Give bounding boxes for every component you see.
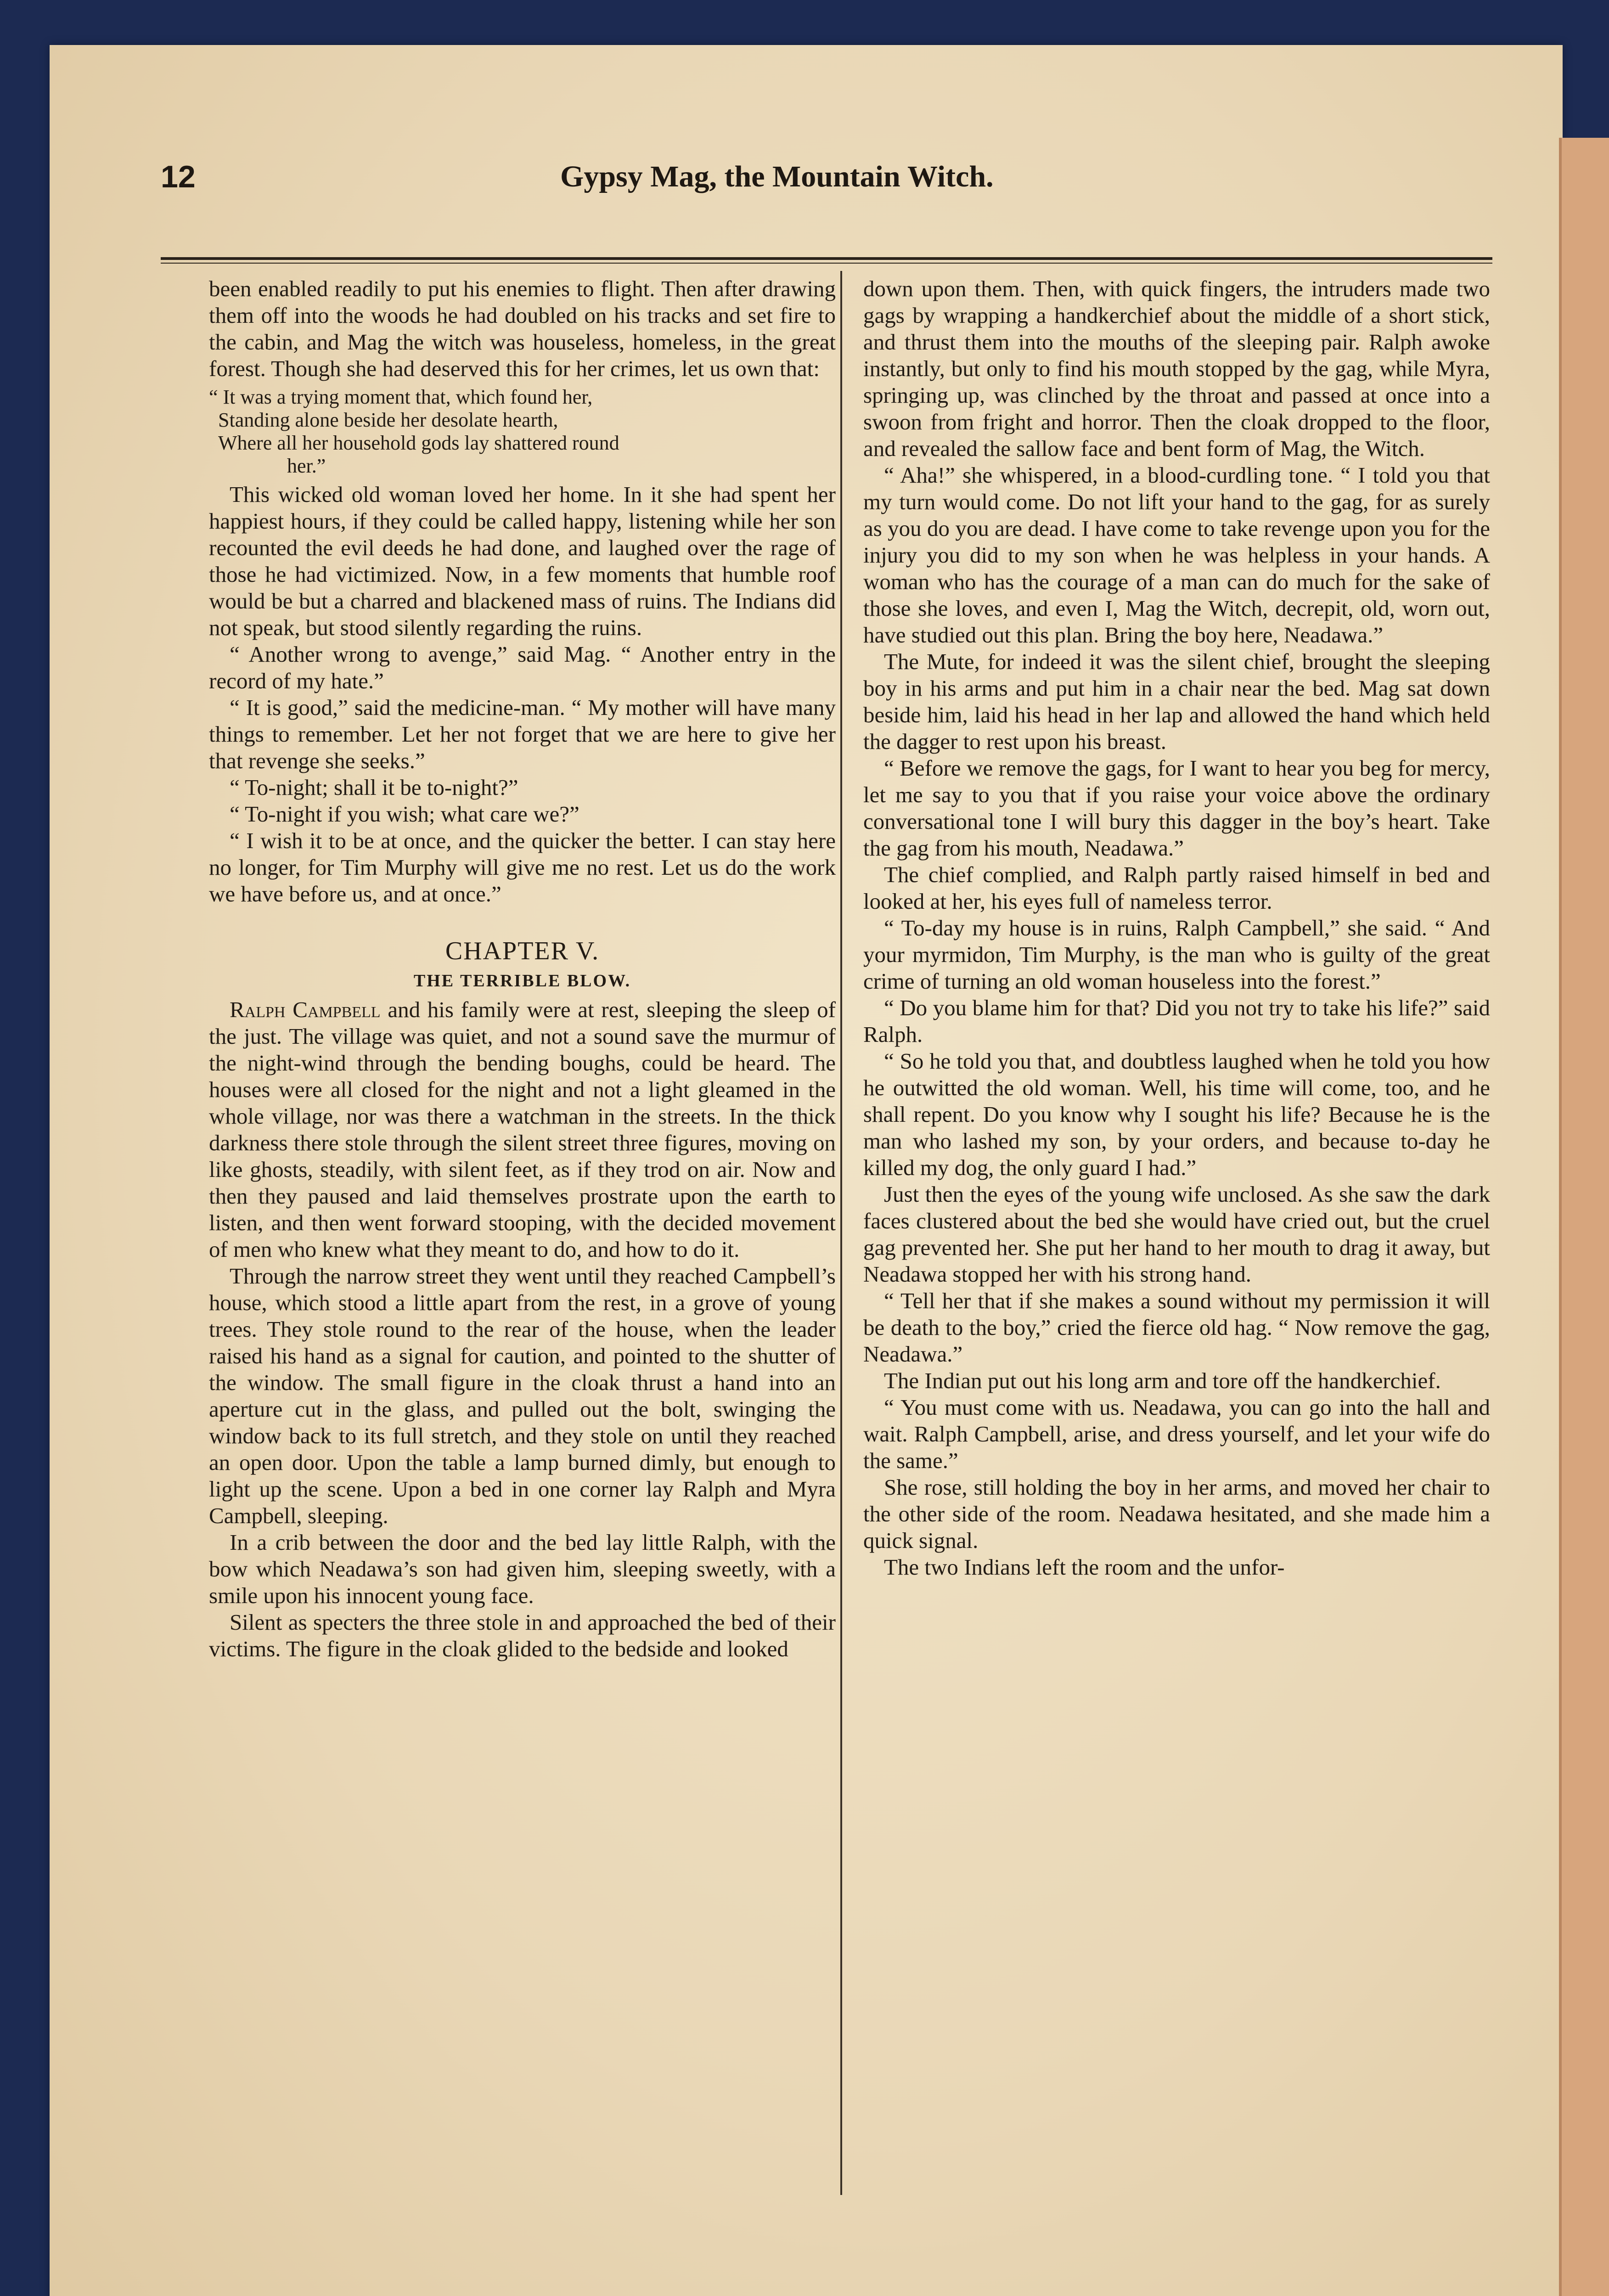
- paragraph: “ You must come with us. Neadawa, you can go into the hall and wait. Ralph Campbell, arise, and dress yourself, and let your wife do the same.”: [863, 1395, 1490, 1473]
- paragraph: been enabled readily to put his enemies to flight. Then after drawing them off into the woods he had doubled on his tracks and set fire to the cabin, and Mag the witch was houseless, homeless, in the great forest. Though she had deserved this for her crimes, let us own that:: [209, 276, 836, 381]
- paragraph: down upon them. Then, with quick fingers, the intruders made two gags by wrapping a handkerchief about the middle of a short stick, and thrust them into the mouths of the sleeping pair. Ralph awoke instantly, but only to find his mouth stopped by the gag, while Myra, springing up, was clinched by the throat and passed at once into a swoon from fright and horror. Then the cloak dropped to the floor, and revealed the sallow face and bent form of Mag, the Witch.: [863, 276, 1490, 461]
- paragraph: “ To-day my house is in ruins, Ralph Campbell,” she said. “ And your myrmidon, Tim Murphy, is the man who is guilty of the great crime of turning an old woman houseless into the forest.”: [863, 915, 1490, 994]
- right-column: [863, 276, 1490, 2190]
- verse-quote: [209, 386, 836, 478]
- paragraph: In a crib between the door and the bed lay little Ralph, with the bow which Neadawa’s son had given him, sleeping sweetly, with a smile upon his innocent young face.: [209, 1530, 836, 1608]
- paragraph: The chief complied, and Ralph partly raised himself in bed and looked at her, his eyes full of nameless terror.: [863, 862, 1490, 914]
- paragraph: The Indian put out his long arm and tore off the handkerchief.: [884, 1368, 1441, 1393]
- next-page-edge: [1559, 138, 1609, 2296]
- running-title: Gypsy Mag, the Mountain Witch.: [560, 160, 994, 193]
- paragraph: The Mute, for indeed it was the silent chief, brought the sleeping boy in his arms and put him in a chair near the bed. Mag sat down beside him, laid his head in her lap and allowed the hand which held the dagger to rest upon his breast.: [863, 649, 1490, 754]
- paragraph: “ Before we remove the gags, for I want to hear you beg for mercy, let me say to you that if you raise your voice above the ordinary conversational tone I will bury this dagger in the boy’s heart. Take the gag from his mouth, Neadawa.”: [863, 755, 1490, 861]
- paragraph: “ Another wrong to avenge,” said Mag. “ Another entry in the record of my hate.”: [209, 642, 836, 693]
- paragraph: Silent as specters the three stole in and approached the bed of their victims. The figure in the cloak glided to the bedside and looked: [209, 1609, 836, 1661]
- paragraph: “ To-night if you wish; what care we?”: [230, 801, 579, 827]
- header-rule: [161, 257, 1492, 260]
- paragraph: “ I wish it to be at once, and the quicker the better. I can stay here no longer, for Tim Murphy will give me no rest. Let us do the work we have before us, and at once.”: [209, 828, 836, 906]
- lead-name: Ralph Campbell: [230, 997, 381, 1022]
- paragraph: [209, 996, 836, 1263]
- paragraph: “ Do you blame him for that? Did you not try to take his life?” said Ralph.: [863, 995, 1490, 1047]
- paragraph: The two Indians left the room and the unfor-: [884, 1554, 1285, 1580]
- paragraph: This wicked old woman loved her home. In it she had spent her happiest hours, if they could be called happy, listening while her son recounted the evil deeds he had done, and laughed over the rage of those he had victimized. Now, in a few moments that humble roof would be but a charred and blackened mass of ruins. The Indians did not speak, but stood silently regarding the ruins.: [209, 482, 836, 640]
- paragraph: “ Tell her that if she makes a sound without my permission it will be death to the boy,” cried the fierce old hag. “ Now remove the gag, Neadawa.”: [863, 1288, 1490, 1367]
- page-number: 12: [161, 159, 196, 194]
- chapter-subtitle: THE TERRIBLE BLOW.: [413, 971, 631, 990]
- verse-line: “ It was a trying moment that, which found her,: [209, 386, 593, 408]
- paragraph: “ So he told you that, and doubtless laughed when he told you how he outwitted the old woman. Well, his time will come, too, and he shall repent. Do you know why I sought his life? Because he is the man who lashed my son, by your orders, and because to-day he killed my dog, the only guard I had.”: [863, 1048, 1490, 1180]
- paragraph-text: and his family were at rest, sleeping the sleep of the just. The village was quiet, and not a sound save the murmur of the night-wind through the bending boughs, could be heard. The houses were all closed for the night and not a light gleamed in the whole village, nor was there a watchman in the streets. In the thick darkness there stole through the silent street three figures, moving on like ghosts, steadily, with silent feet, as if they trod on air. Now and then they paused and laid themselves prostrate upon the earth to listen, and then went forward stooping, with the decided movement of men who knew what they meant to do, and how to do it.: [209, 997, 836, 1262]
- chapter-title: CHAPTER V.: [445, 937, 600, 965]
- paragraph: “ It is good,” said the medicine-man. “ My mother will have many things to remember. Let her not forget that we are here to give her that revenge she seeks.”: [209, 695, 836, 773]
- verse-line: her.”: [287, 455, 326, 477]
- verse-line: Standing alone beside her desolate hearth,: [218, 409, 558, 431]
- page-header: [161, 152, 1492, 202]
- column-divider: [840, 271, 842, 2195]
- paragraph: She rose, still holding the boy in her arms, and moved her chair to the other side of the room. Neadawa hesitated, and she made him a quick signal.: [863, 1474, 1490, 1553]
- paragraph: “ To-night; shall it be to-night?”: [230, 775, 518, 800]
- header-rule-thin: [161, 263, 1492, 264]
- paragraph: “ Aha!” she whispered, in a blood-curdling tone. “ I told you that my turn would come. Do not lift your hand to the gag, for as surely as you do you are dead. I have come to take revenge upon you for the injury you did to my son when he was helpless in your hands. A woman who has the courage of a man can do much for the sake of those she loves, and even I, Mag the Witch, decrepit, old, worn out, have studied out this plan. Bring the boy here, Neadawa.”: [863, 462, 1490, 647]
- verse-line: Where all her household gods lay shattered round: [218, 432, 619, 454]
- paragraph: Through the narrow street they went until they reached Campbell’s house, which stood a little apart from the rest, in a grove of young trees. They stole round to the rear of the house, when the leader raised his hand as a signal for caution, and pointed to the shutter of the window. The small figure in the cloak thrust a hand into an aperture cut in the glass, and pulled out the bolt, swinging the window back to its full stretch, and they stole on until they reached an open door. Upon the table a lamp burned dimly, but enough to light up the scene. Upon a bed in one corner lay Ralph and Myra Campbell, sleeping.: [209, 1263, 836, 1528]
- paragraph: Just then the eyes of the young wife unclosed. As she saw the dark faces clustered about the bed she would have cried out, but the cruel gag prevented her. She put her hand to her mouth to drag it away, but Neadawa stopped her with his strong hand.: [863, 1182, 1490, 1287]
- left-column: [209, 276, 836, 2190]
